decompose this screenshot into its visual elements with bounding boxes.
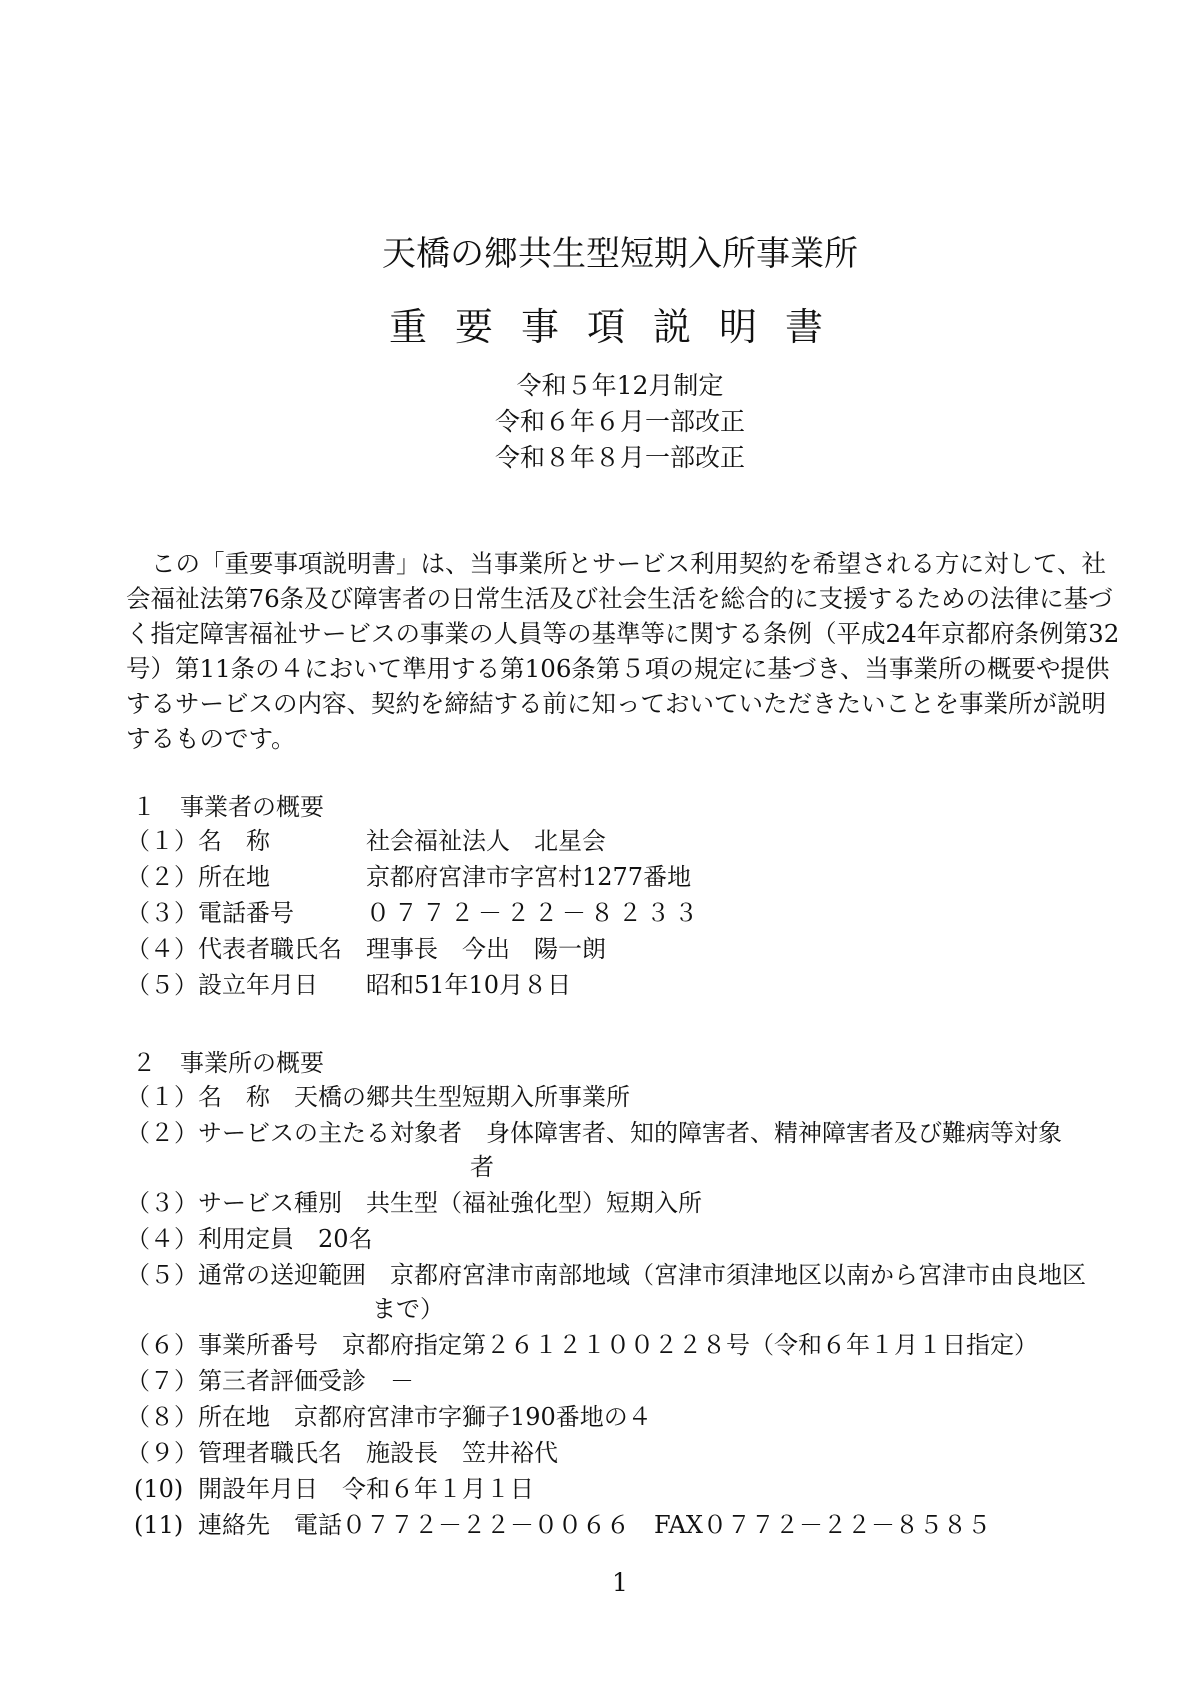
row-number: （２） (126, 863, 198, 891)
section2-row-transport-area (126, 1258, 1126, 1292)
row-value: 社会福祉法人 北星会 (366, 827, 606, 855)
row-number: （７） (126, 1367, 198, 1395)
section2-row-transport-continuation: まで） (372, 1295, 444, 1323)
row-number: (11) (134, 1511, 184, 1539)
section2-row-address (126, 1400, 1126, 1434)
row-text: 所在地 京都府宮津市字獅子190番地の４ (198, 1403, 652, 1431)
section1-row-name (126, 824, 1126, 858)
row-number: （６） (126, 1331, 198, 1359)
row-text: 管理者職氏名 施設長 笠井裕代 (198, 1439, 558, 1467)
section1-row-representative (126, 932, 1126, 966)
row-number: （３） (126, 899, 198, 927)
row-label: 所在地 (198, 863, 270, 891)
row-number: （５） (126, 1261, 198, 1289)
section2-row-contact (126, 1508, 1126, 1542)
row-label: 電話番号 (198, 899, 294, 927)
row-text: 利用定員 20名 (198, 1225, 373, 1253)
revision-date-amend-1: 令和６年６月一部改正 (494, 407, 745, 436)
row-value: 理事長 今出 陽一朗 (366, 935, 606, 963)
row-text: 名 称 天橋の郷共生型短期入所事業所 (198, 1083, 630, 1111)
facility-title: 天橋の郷共生型短期入所事業所 (382, 234, 858, 274)
section2-row-target-continuation: 者 (470, 1153, 494, 1181)
row-text: サービス種別 共生型（福祉強化型）短期入所 (198, 1189, 702, 1217)
revision-date-enacted: 令和５年12月制定 (516, 371, 724, 400)
row-value: ０７７２－２２－８２３３ (366, 899, 702, 927)
section1-heading: １ 事業者の概要 (132, 793, 324, 821)
section2-row-service-type (126, 1186, 1126, 1220)
section2-row-third-party-eval (126, 1364, 1126, 1398)
row-number: （１） (126, 1083, 198, 1111)
row-number: （４） (126, 935, 198, 963)
row-text: 事業所番号 京都府指定第２６１２１００２２８号（令和６年１月１日指定） (198, 1331, 1038, 1359)
section2-row-target (126, 1116, 1126, 1150)
row-label: 代表者職氏名 (198, 935, 342, 963)
section2-row-office-number (126, 1328, 1126, 1362)
row-number: （４） (126, 1225, 198, 1253)
row-text: 通常の送迎範囲 京都府宮津市南部地域（宮津市須津地区以南から宮津市由良地区 (198, 1261, 1086, 1289)
revision-date-amend-2: 令和８年８月一部改正 (494, 443, 745, 472)
section1-row-address (126, 860, 1126, 894)
row-number: (10) (134, 1475, 184, 1503)
row-number: （３） (126, 1189, 198, 1217)
row-value: 京都府宮津市字宮村1277番地 (366, 863, 692, 891)
section1-row-established (126, 968, 1126, 1002)
section2-heading: ２ 事業所の概要 (132, 1049, 324, 1077)
section2-row-manager (126, 1436, 1126, 1470)
row-text: 第三者評価受診 － (198, 1367, 414, 1395)
row-label: 設立年月日 (198, 971, 318, 999)
row-number: （２） (126, 1119, 198, 1147)
row-value: 昭和51年10月８日 (366, 971, 572, 999)
intro-paragraph: この「重要事項説明書」は、当事業所とサービス利用契約を希望される方に対して、社会福祉法第76条及び障害者の日常生活及び社会生活を総合的に支援するための法律に基づく指定障害福祉サービスの事業の人員等の基準等に関する条例（平成24年京都府条例第32号）第11条の４において準用する第106条第５項の規定に基づき、当事業所の概要や提供するサービスの内容、契約を締結する前に知っておいていただきたいことを事業所が説明するものです。 (126, 549, 1120, 753)
row-text: 開設年月日 令和６年１月１日 (198, 1475, 534, 1503)
row-label: 名 称 (198, 827, 270, 855)
section2-row-capacity (126, 1222, 1126, 1256)
row-text: サービスの主たる対象者 身体障害者、知的障害者、精神障害者及び難病等対象 (198, 1119, 1062, 1147)
section1-row-phone (126, 896, 1126, 930)
row-text: 連絡先 電話０７７２－２２－００６６ FAX０７７２－２２－８５８５ (198, 1511, 991, 1539)
section2-row-name (126, 1080, 1126, 1114)
row-number: （５） (126, 971, 198, 999)
row-number: （９） (126, 1439, 198, 1467)
page-number: 1 (612, 1568, 628, 1597)
row-number: （１） (126, 827, 198, 855)
section2-row-opening-date (126, 1472, 1126, 1506)
document-title: 重要事項説明書 (388, 305, 851, 349)
row-number: （８） (126, 1403, 198, 1431)
